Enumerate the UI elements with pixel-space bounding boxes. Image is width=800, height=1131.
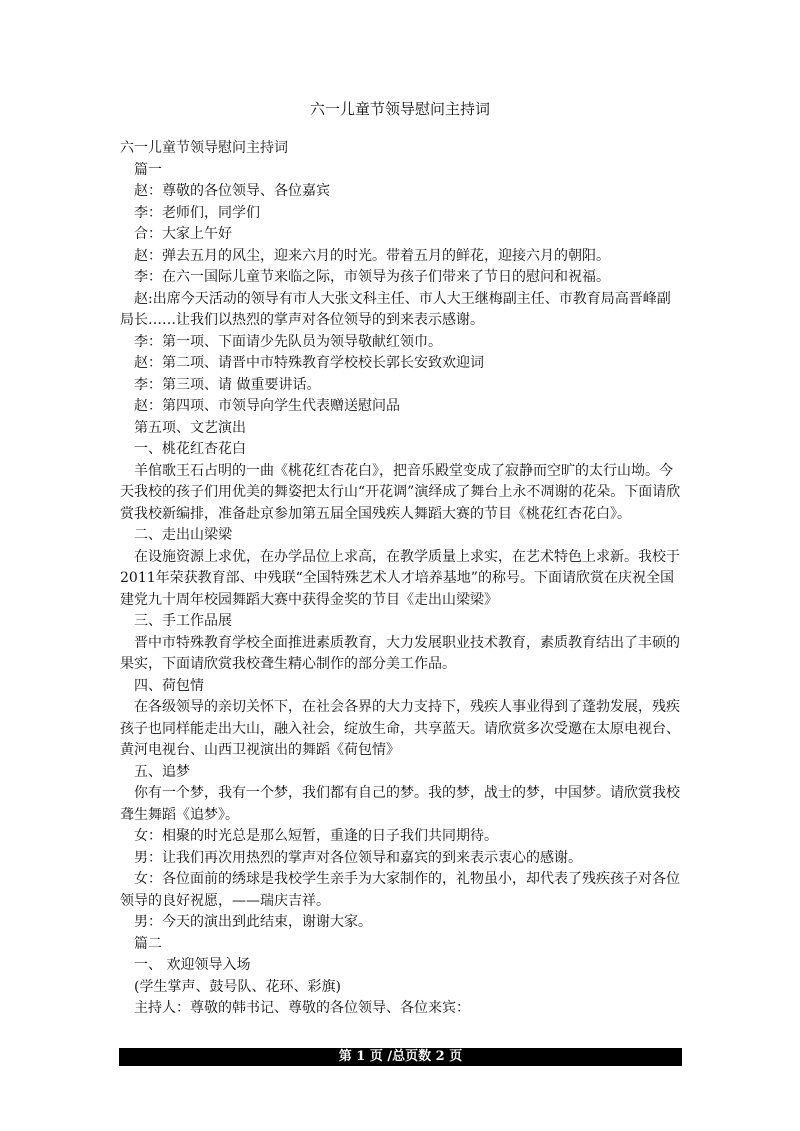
paragraph: 赵：第二项、请晋中市特殊教育学校校长郭长安致欢迎词	[134, 355, 484, 371]
paragraph: 赵：第四项、市领导向学生代表赠送慰问品	[134, 398, 400, 414]
paragraph: 三、手工作品展	[134, 613, 232, 629]
paragraph: 男：让我们再次用热烈的掌声对各位领导和嘉宾的到来表示衷心的感谢。	[134, 849, 582, 866]
paragraph: 篇一	[134, 161, 162, 178]
paragraph: 五、追梦	[134, 763, 190, 780]
paragraph: 李：第三项、请 做重要讲话。	[134, 376, 321, 393]
paragraph: 李：在六一国际儿童节来临之际，市领导为孩子们带来了节日的慰问和祝福。	[134, 269, 610, 285]
paragraph: 女：相聚的时光总是那么短暂，重逢的日子我们共同期待。	[134, 828, 498, 844]
document-body	[120, 138, 682, 1020]
paragraph: 男：今天的演出到此结束，谢谢大家。	[134, 914, 372, 930]
paragraph: 羊倌歌王石占明的一曲《桃花红杏花白》，把音乐殿堂变成了寂静而空旷的太行山坳。今天我校的孩子们用优美的舞姿把太行山“开花调”演绎成了舞台上永不凋谢的花朵。下面请欣赏我校新编排，准备赴京参加第五届全国残疾人舞蹈大赛的节目《桃花红杏花白》。	[120, 462, 681, 522]
paragraph: 主持人：尊敬的韩书记、尊敬的各位领导、各位来宾：	[134, 1000, 470, 1016]
paragraph: (学生掌声、鼓号队、花环、彩旗)	[134, 978, 341, 995]
paragraph: 赵：弹去五月的风尘，迎来六月的时光。带着五月的鲜花，迎接六月的朝阳。	[134, 247, 610, 264]
paragraph: 一、桃花红杏花白	[134, 441, 246, 457]
page-footer: 第 1 页 /总页数 2 页	[119, 1048, 682, 1066]
paragraph: 赵:出席今天活动的领导有市人大张文科主任、市人大王继梅副主任、市教育局高晋峰副局长……让我们以热烈的掌声对各位领导的到来表示感谢。	[120, 290, 671, 328]
paragraph: 六一儿童节领导慰问主持词	[120, 140, 288, 156]
paragraph: 李：老师们，同学们	[134, 204, 260, 221]
paragraph: 第五项、文艺演出	[134, 419, 246, 436]
paragraph: 合：大家上午好	[134, 226, 232, 242]
paragraph: 晋中市特殊教育学校全面推进素质教育，大力发展职业技术教育，素质教育结出了丰硕的果实，下面请欣赏我校聋生精心制作的部分美工作品。	[120, 634, 680, 672]
paragraph: 篇二	[134, 935, 162, 952]
paragraph: 四、荷包情	[134, 677, 204, 694]
paragraph: 二、走出山梁梁	[134, 527, 232, 543]
paragraph: 女：各位面前的绣球是我校学生亲手为大家制作的，礼物虽小，却代表了残疾孩子对各位领导的良好祝愿，——瑞庆吉祥。	[120, 871, 680, 909]
paragraph: 在各级领导的亲切关怀下，在社会各界的大力支持下，残疾人事业得到了蓬勃发展，残疾孩子也同样能走出大山，融入社会，绽放生命，共享蓝天。请欣赏多次受邀在太原电视台、黄河电视台、山西卫视演出的舞蹈《荷包情》	[120, 699, 680, 758]
paragraph: 一、 欢迎领导入场	[134, 957, 251, 973]
paragraph: 在设施资源上求优，在办学品位上求高，在教学质量上求实，在艺术特色上求新。我校于 2011年荣获教育部、中残联“全国特殊艺术人才培养基地”的称号。下面请欣赏在庆祝全国建党九十周年校园舞蹈大赛中获得金奖的节目《走出山梁梁》	[120, 548, 680, 608]
paragraph: 李：第一项、下面请少先队员为领导敬献红领巾。	[134, 333, 442, 350]
paragraph: 你有一个梦，我有一个梦，我们都有自己的梦。我的梦，战士的梦，中国梦。请欣赏我校聋生舞蹈《追梦》。	[120, 785, 680, 823]
page-title: 六一儿童节领导慰问主持词	[309, 100, 490, 118]
paragraph: 赵：尊敬的各位领导、各位嘉宾	[134, 183, 330, 199]
